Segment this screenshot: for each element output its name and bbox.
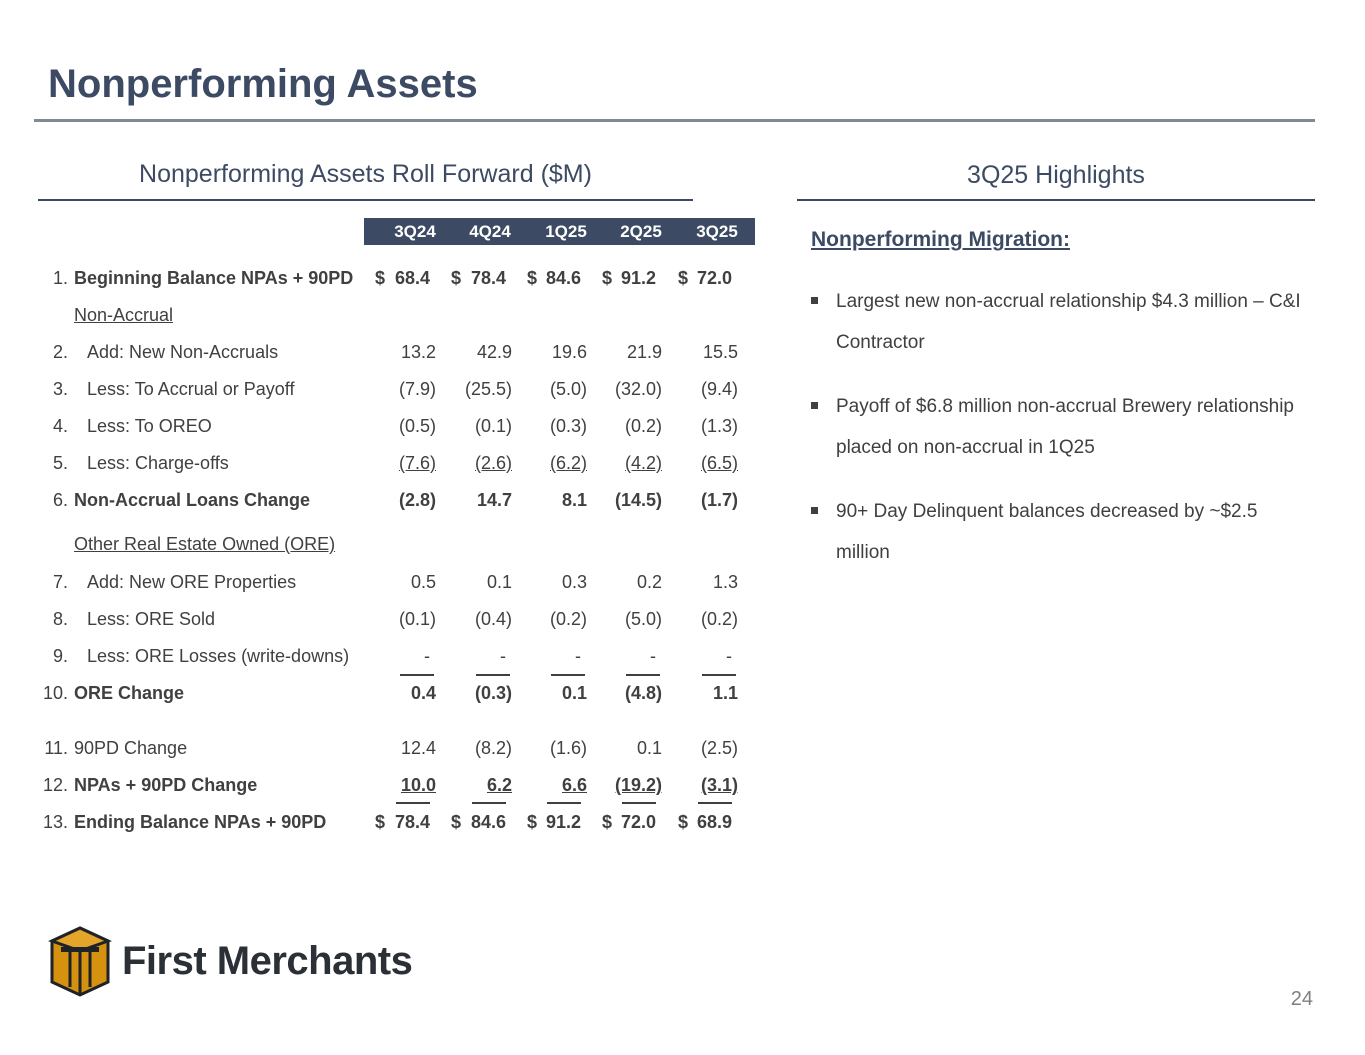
row-label: NPAs + 90PD Change xyxy=(74,775,258,795)
table-cell: (7.9) xyxy=(398,379,436,399)
table-cell: (3.1) xyxy=(700,775,738,795)
bullet-square-icon xyxy=(811,297,818,304)
row-number: 2. xyxy=(52,342,68,362)
row-label: ORE Change xyxy=(74,683,185,703)
table-cell: (25.5) xyxy=(464,379,512,399)
dollar-sign: $ xyxy=(602,268,613,288)
table-cell: 0.2 xyxy=(636,572,662,592)
table-row xyxy=(0,379,760,407)
row-label: Beginning Balance NPAs + 90PD xyxy=(74,268,354,288)
table-cell: (5.0) xyxy=(624,609,662,629)
row-number: 3. xyxy=(52,379,68,399)
row-label: Add: New ORE Properties xyxy=(87,572,297,592)
row-label: Non-Accrual Loans Change xyxy=(74,490,311,510)
row-label: Less: ORE Sold xyxy=(87,609,216,629)
logo-mark-icon xyxy=(48,925,112,999)
table-row xyxy=(0,609,760,637)
dollar-sign: $ xyxy=(375,268,386,288)
table-cell: (1.6) xyxy=(549,738,587,758)
row-number: 12. xyxy=(42,775,68,795)
table-cell: 15.5 xyxy=(702,342,738,362)
table-cell: 19.6 xyxy=(551,342,587,362)
section-label-ore xyxy=(0,534,760,562)
table-cell: (0.2) xyxy=(624,416,662,436)
section-label: Non-Accrual xyxy=(74,305,174,325)
company-logo xyxy=(48,925,413,999)
row-label: Less: ORE Losses (write-downs) xyxy=(87,646,350,666)
highlights-heading-rule xyxy=(797,199,1315,201)
subtotal-rule xyxy=(698,802,732,804)
table-cell: (19.2) xyxy=(614,775,662,795)
table-cell: 91.2 xyxy=(620,268,656,288)
subtotal-rule xyxy=(547,802,581,804)
table-cell: (0.1) xyxy=(474,416,512,436)
table-cell: 0.4 xyxy=(410,683,436,703)
table-row xyxy=(0,416,760,444)
table-cell: (4.8) xyxy=(624,683,662,703)
subtotal-rule xyxy=(622,802,656,804)
table-cell: 91.2 xyxy=(545,812,581,832)
dollar-sign: $ xyxy=(451,812,462,832)
column-header: 2Q25 xyxy=(620,222,662,241)
table-cell: (0.3) xyxy=(549,416,587,436)
row-number: 5. xyxy=(52,453,68,473)
rollforward-heading: Nonperforming Assets Roll Forward ($M) xyxy=(139,160,592,188)
subtotal-rule xyxy=(626,674,660,676)
dollar-sign: $ xyxy=(451,268,462,288)
table-cell: - xyxy=(650,646,656,666)
table-cell: 8.1 xyxy=(561,490,587,510)
table-cell: (1.3) xyxy=(700,416,738,436)
table-cell: (32.0) xyxy=(614,379,662,399)
table-cell: 21.9 xyxy=(626,342,662,362)
table-cell: 0.5 xyxy=(410,572,436,592)
table-cell: (0.4) xyxy=(474,609,512,629)
subtotal-rule xyxy=(476,674,510,676)
table-cell: (8.2) xyxy=(474,738,512,758)
subtotal-rule xyxy=(702,674,736,676)
row-label: Add: New Non-Accruals xyxy=(87,342,279,362)
table-cell: 13.2 xyxy=(400,342,436,362)
table-row xyxy=(0,646,760,674)
table-cell: (4.2) xyxy=(624,453,662,473)
column-header: 3Q25 xyxy=(696,222,738,241)
table-cell: 1.3 xyxy=(712,572,738,592)
row-label: Less: Charge-offs xyxy=(87,453,229,473)
npa-rollforward-table xyxy=(0,0,760,860)
table-cell: 42.9 xyxy=(476,342,512,362)
table-cell: (6.2) xyxy=(549,453,587,473)
table-cell: 78.4 xyxy=(470,268,506,288)
highlights-heading: 3Q25 Highlights xyxy=(967,161,1145,189)
page-number: 24 xyxy=(1290,988,1313,1010)
row-number: 9. xyxy=(52,646,68,666)
table-row xyxy=(0,453,760,481)
row-label: Less: To Accrual or Payoff xyxy=(87,379,295,399)
table-row xyxy=(0,775,760,803)
column-header: 4Q24 xyxy=(469,222,511,241)
table-cell: (0.2) xyxy=(700,609,738,629)
table-cell: 0.1 xyxy=(636,738,662,758)
row-number: 7. xyxy=(52,572,68,592)
table-row xyxy=(0,490,760,518)
table-row xyxy=(0,683,760,711)
table-cell: 68.9 xyxy=(696,812,732,832)
table-cell: 72.0 xyxy=(696,268,732,288)
table-cell: 0.1 xyxy=(486,572,512,592)
table-cell: - xyxy=(575,646,581,666)
table-cell: (9.4) xyxy=(700,379,738,399)
row-label: Ending Balance NPAs + 90PD xyxy=(74,812,327,832)
table-cell: (5.0) xyxy=(549,379,587,399)
column-header: 3Q24 xyxy=(394,222,436,241)
table-row xyxy=(0,572,760,600)
table-cell: - xyxy=(500,646,506,666)
row-number: 10. xyxy=(42,683,68,703)
subtotal-rule xyxy=(472,802,506,804)
bullet-square-icon xyxy=(811,402,818,409)
table-cell: 78.4 xyxy=(394,812,430,832)
table-cell: 72.0 xyxy=(620,812,656,832)
column-header: 1Q25 xyxy=(545,222,587,241)
table-cell: (1.7) xyxy=(700,490,738,510)
table-row xyxy=(0,268,760,296)
dollar-sign: $ xyxy=(527,812,538,832)
table-cell: 6.6 xyxy=(561,775,587,795)
table-cell: (0.2) xyxy=(549,609,587,629)
dollar-sign: $ xyxy=(527,268,538,288)
table-cell: - xyxy=(726,646,732,666)
table-cell: 12.4 xyxy=(400,738,436,758)
subtotal-rule xyxy=(400,674,434,676)
dollar-sign: $ xyxy=(375,812,386,832)
table-cell: 0.3 xyxy=(561,572,587,592)
row-label: 90PD Change xyxy=(74,738,188,758)
table-cell: (0.5) xyxy=(398,416,436,436)
row-number: 4. xyxy=(52,416,68,436)
dollar-sign: $ xyxy=(602,812,613,832)
logo-wordmark: First Merchants xyxy=(122,939,413,983)
row-number: 13. xyxy=(42,812,68,832)
row-number: 1. xyxy=(52,268,68,288)
page-title: Nonperforming Assets xyxy=(48,62,478,106)
table-cell: (2.8) xyxy=(398,490,436,510)
section-label-non-accrual xyxy=(0,305,760,333)
table-cell: (0.3) xyxy=(474,683,512,703)
table-cell: - xyxy=(424,646,430,666)
table-cell: (6.5) xyxy=(700,453,738,473)
row-number: 6. xyxy=(52,490,68,510)
highlight-text: 90+ Day Delinquent balances decreased by ~$2.5 million xyxy=(836,501,1258,563)
subtotal-rule xyxy=(551,674,585,676)
row-label: Less: To OREO xyxy=(87,416,212,436)
table-cell: 1.1 xyxy=(712,683,738,703)
section-label: Other Real Estate Owned (ORE) xyxy=(74,534,336,554)
table-row xyxy=(0,812,760,840)
row-number: 8. xyxy=(52,609,68,629)
table-cell: 10.0 xyxy=(400,775,436,795)
table-cell: (14.5) xyxy=(614,490,662,510)
table-cell: 14.7 xyxy=(476,490,512,510)
highlight-bullet xyxy=(811,281,1301,363)
bullet-square-icon xyxy=(811,507,818,514)
subtotal-rule xyxy=(396,802,430,804)
table-row xyxy=(0,738,760,766)
table-cell: (2.5) xyxy=(700,738,738,758)
row-number: 11. xyxy=(44,738,68,758)
dollar-sign: $ xyxy=(678,268,689,288)
table-cell: (2.6) xyxy=(474,453,512,473)
highlight-bullet xyxy=(811,491,1301,573)
table-cell: 68.4 xyxy=(394,268,430,288)
table-cell: (0.1) xyxy=(398,609,436,629)
highlight-text: Largest new non-accrual relationship $4.3 million – C&I Contractor xyxy=(836,291,1301,353)
table-cell: 84.6 xyxy=(470,812,506,832)
table-row xyxy=(0,342,760,370)
dollar-sign: $ xyxy=(678,812,689,832)
highlight-text: Payoff of $6.8 million non-accrual Brewery relationship placed on non-accrual in 1Q25 xyxy=(836,396,1294,458)
table-cell: 84.6 xyxy=(545,268,581,288)
highlights-subheading: Nonperforming Migration: xyxy=(811,228,1070,251)
table-cell: (7.6) xyxy=(398,453,436,473)
highlight-bullet xyxy=(811,386,1301,468)
table-cell: 0.1 xyxy=(561,683,587,703)
table-cell: 6.2 xyxy=(486,775,512,795)
